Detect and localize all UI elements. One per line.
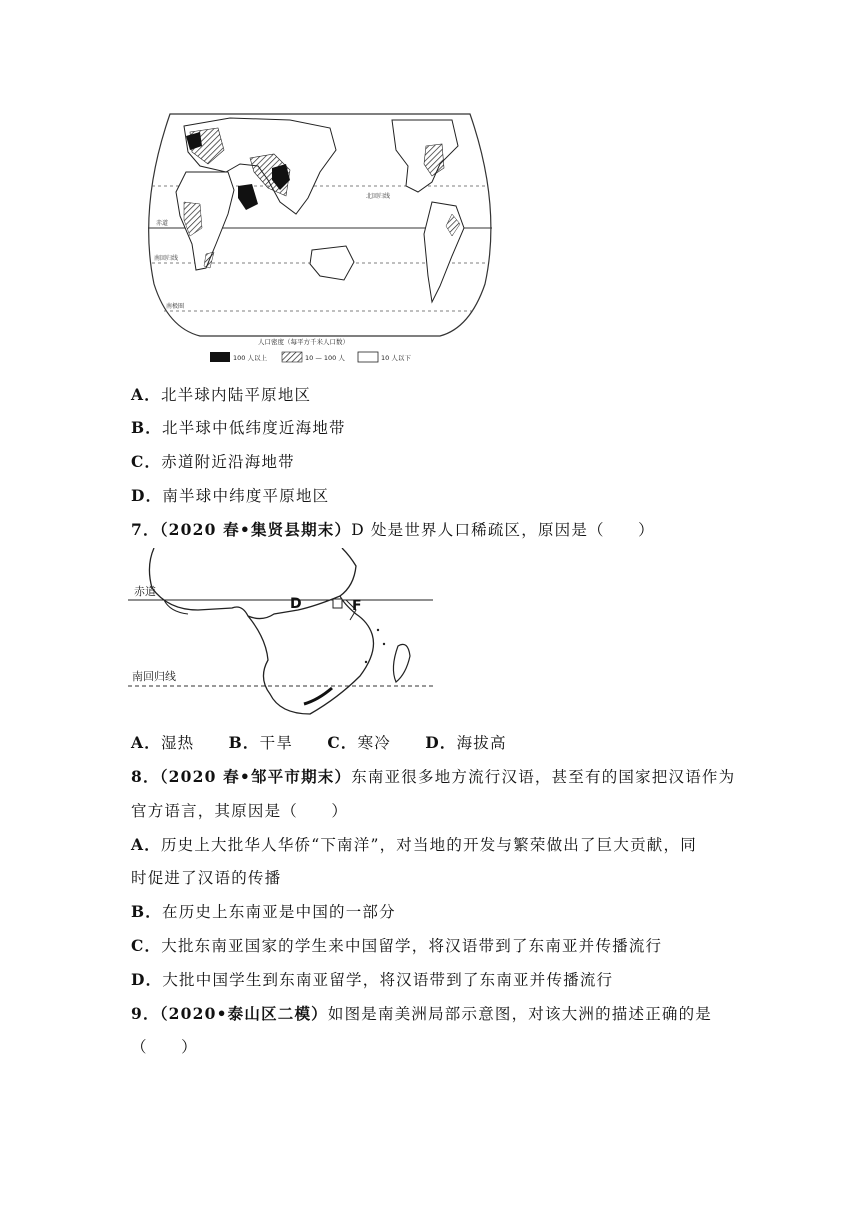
legend-swatch-mid (282, 352, 302, 362)
q6-option-b: B．北半球中低纬度近海地带 (131, 418, 346, 437)
polar-circle-label: 南极圈 (166, 303, 185, 310)
equator-label: 赤道 (156, 220, 169, 227)
q6-option-c: C．赤道附近沿海地带 (131, 452, 295, 471)
africa-tropic-label: 南回归线 (132, 670, 176, 683)
legend-swatch-low (358, 352, 378, 362)
q8-option-c: C．大批东南亚国家的学生来中国留学，将汉语带到了东南亚并传播流行 (131, 936, 663, 955)
q8-option-b: B．在历史上东南亚是中国的一部分 (131, 902, 396, 921)
tropic-capricorn-label: 南回归线 (154, 255, 179, 262)
legend-mid-label: 10 — 100 人 (305, 354, 345, 362)
legend-swatch-high (210, 352, 230, 362)
tropic-cancer-label: 北回归线 (366, 193, 391, 200)
q9-stem-line2: （ ） (131, 1038, 198, 1056)
legend-title: 人口密度（每平方千米人口数） (258, 338, 349, 346)
point-f-label: F (352, 598, 362, 614)
legend-low-label: 10 人以下 (381, 354, 411, 362)
africa-equator-label: 赤道 (134, 585, 156, 598)
q8-stem-line1: 8．（2020 春•邹平市期末）东南亚很多地方流行汉语，甚至有的国家把汉语作为 (131, 767, 736, 786)
legend-high-label: 100 人以上 (233, 354, 267, 362)
q8-stem-line2: 官方语言，其原因是（ ） (131, 802, 349, 820)
q6-option-d: D．南半球中纬度平原地区 (131, 486, 330, 505)
point-d-label: D (290, 596, 302, 612)
q9-stem-line1: 9．（2020•泰山区二模）如图是南美洲局部示意图，对该大洲的描述正确的是 (131, 1004, 712, 1023)
q8-option-a: A．历史上大批华人华侨“下南洋”，对当地的开发与繁荣做出了巨大贡献，同 (131, 835, 697, 854)
q7-stem: 7．（2020 春•集贤县期末）D 处是世界人口稀疏区，原因是（ ） (131, 520, 655, 539)
africa-map (128, 548, 438, 720)
q6-option-a: A．北半球内陆平原地区 (131, 385, 312, 404)
world-population-map (140, 106, 500, 368)
q8-option-a-cont: 时促进了汉语的传播 (131, 869, 282, 887)
q7-options: A．湿热 B．干旱 C．寒冷 D．海拔高 (131, 733, 507, 752)
q8-option-d: D．大批中国学生到东南亚留学，将汉语带到了东南亚并传播流行 (131, 970, 614, 989)
